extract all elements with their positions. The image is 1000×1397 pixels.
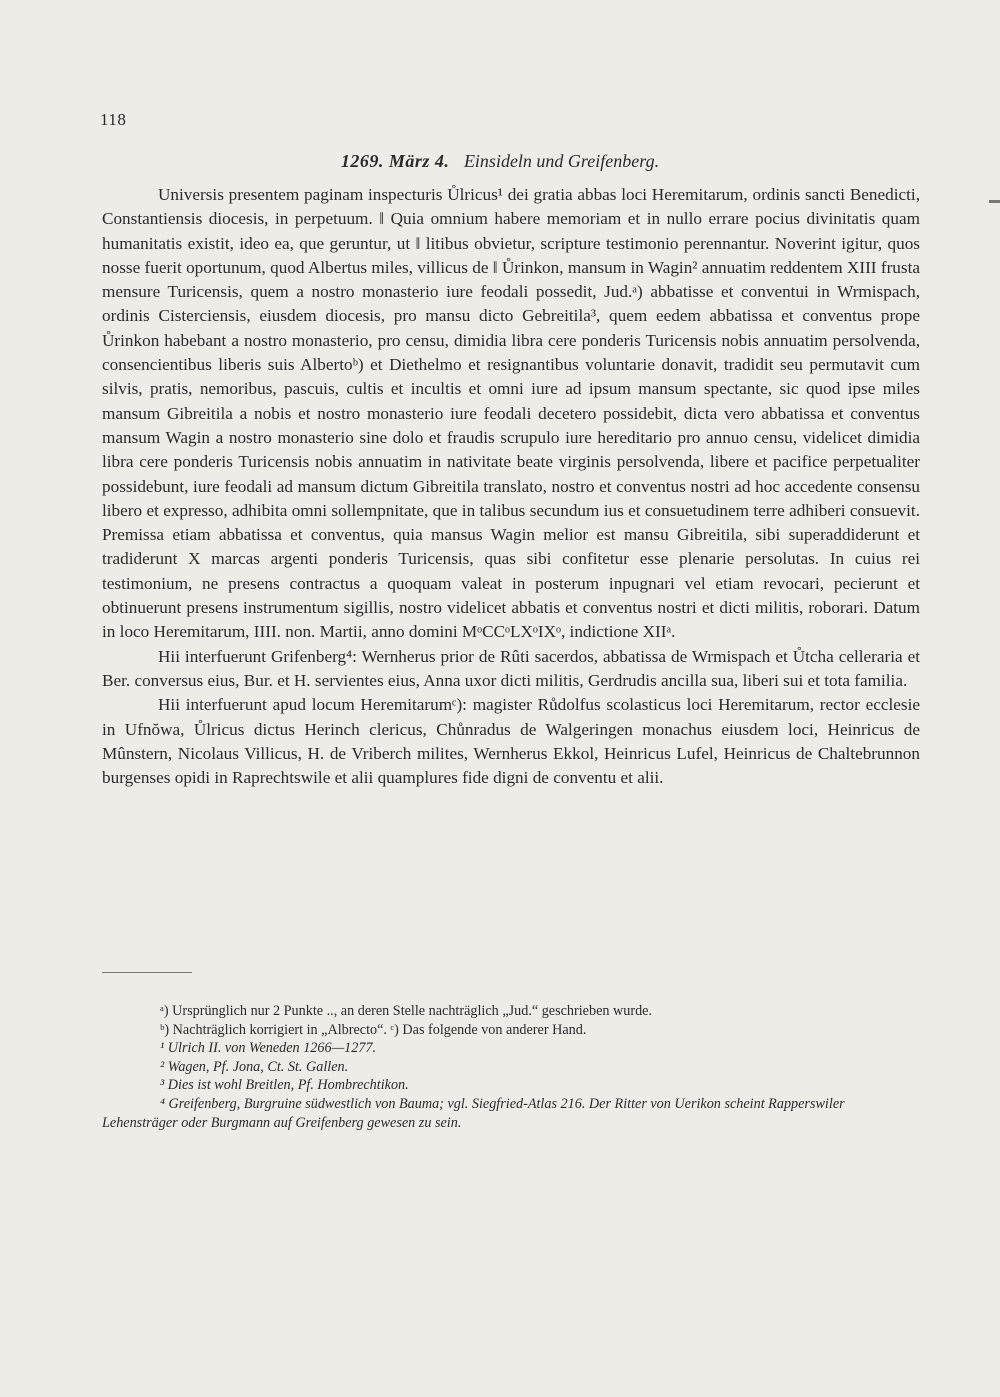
footnotes <box>102 1002 920 1132</box>
footnote-4: ⁴ Greifenberg, Burgruine südwestlich von Bauma; vgl. Siegfried-Atlas 216. Der Ritter von Uerikon scheint Rapperswiler Lehensträger oder Burgmann auf Greifenberg gewesen zu sein. <box>102 1095 845 1131</box>
footnote-3: ³ Dies ist wohl Breitlen, Pf. Hombrechtikon. <box>160 1077 409 1094</box>
footnote-separator <box>102 972 192 973</box>
footnote-a: ᵃ) Ursprünglich nur 2 Punkte .., an deren Stelle nachträglich „Jud.“ geschrieben wurde. <box>160 1003 653 1019</box>
heading-date: 1269. März 4. <box>340 151 450 171</box>
charter-paragraph-main: Universis presentem paginam inspecturis Ůlricus¹ dei gratia abbas loci Heremitarum, ordinis sancti Benedicti, Constantiensis diocesis, in perpetuum. ‖ Quia omnium habere memoriam et in nullo errare pocius divinitatis quam humanitatis existit, ideo ea, que geruntur, ut ‖ litibus obvietur, scripture testimonio perennantur. Noverint igitur, quos nosse fuerit oportunum, quod Albertus miles, villicus de ‖ Ůrinkon, mansum in Wagin² annuatim reddentem XIII frusta mensure Turicensis, quem a nostro monasterio iure feodali possedit, Jud.ᵃ) abbatisse et conventui in Wrmispach, ordinis Cisterciensis, eiusdem diocesis, pro mansu dicto Gebreitila³, quem eedem abbatissa et conventus prope Ůrinkon habebant a nostro monasterio, pro censu, dimidia libra cere ponderis Turicensis nobis annuatim persolvenda, consencientibus liberis suis Albertoᵇ) et Diethelmo et resignantibus voluntarie donavit, tradidit seu permutavit cum silvis, pratis, nemoribus, pascuis, cultis et incultis et omni iure ad ipsum mansum spectante, sic quod ipse miles mansum Gibreitila a nobis et nostro monasterio iure feodali decetero possidebit, dicta vero abbatissa et conventus mansum Wagin a nostro monasterio sine dolo et fraudis scrupulo iure hereditario pro annuo censu, videlicet dimidia libra cere ponderis Turicensis nobis annuatim in nativitate beate virginis persolvenda, libere et pacifice perpetualiter possidebunt, iure feodali ad mansum dictum Gibreitila translato, nostro et conventus nostri ad hoc accedente consensu libero et expresso, adhibita omni sollempnitate, que in talibus secundum ius et consuetudinem terre adhiberi consuevit. Premissa etiam abbatissa et conventus, quia mansus Wagin melior est mansu Gibreitila, sibi superaddiderunt et tradiderunt X marcas argenti ponderis Turicensis, quas sibi confitetur esse plenarie persolutas. In cuius rei testimonium, ne presens contractus a quoquam valeat in posterum inpugnari vel etiam revocari, pecierunt et obtinuerunt presens instrumentum sigillis, nostro videlicet abbatis et conventus nostri et dicti militis, roborari. Datum in loco Heremitarum, IIII. non. Martii, anno domini MᵒCCᵒLXᵒIXᵒ, indictione XIIᵃ. <box>102 185 920 642</box>
charter-text <box>102 183 920 790</box>
witnesses-einsiedeln: Hii interfuerunt apud locum Heremitarumᶜ): magister Růdolfus scolasticus loci Heremitarum, rector ecclesie in Ufnŏwa, Ůlricus dictus Herinch clericus, Chůnradus de Walgeringen monachus eiusdem loci, Heinricus de Mûnstern, Nicolaus Villicus, H. de Vriberch milites, Wernherus Ekkol, Heinricus Lufel, Heinricus de Chaltebrunnon burgenses opidi in Raprechtswile et alii quamplures fide digni de conventu et alii. <box>102 695 920 788</box>
footnote-1: ¹ Ulrich II. von Weneden 1266—1277. <box>160 1040 377 1057</box>
footnote-b-c: ᵇ) Nachträglich korrigiert in „Albrecto“. ᶜ) Das folgende von anderer Hand. <box>160 1021 587 1038</box>
footnote-2: ² Wagen, Pf. Jona, Ct. St. Gallen. <box>160 1058 349 1075</box>
page-number: 118 <box>100 110 127 129</box>
witnesses-greifenberg: Hii interfuerunt Grifenberg⁴: Wernherus prior de Rûti sacerdos, abbatissa de Wrmispach et Ůtcha celleraria et Ber. conversus eius, Bur. et H. servientes eius, Anna uxor dicti militis, Gerdrudis ancilla sua, liberi sui et tota familia. <box>102 646 920 690</box>
margin-mark <box>989 200 1000 203</box>
document-heading <box>0 151 1000 172</box>
heading-place: Einsideln und Greifenberg. <box>463 151 660 171</box>
